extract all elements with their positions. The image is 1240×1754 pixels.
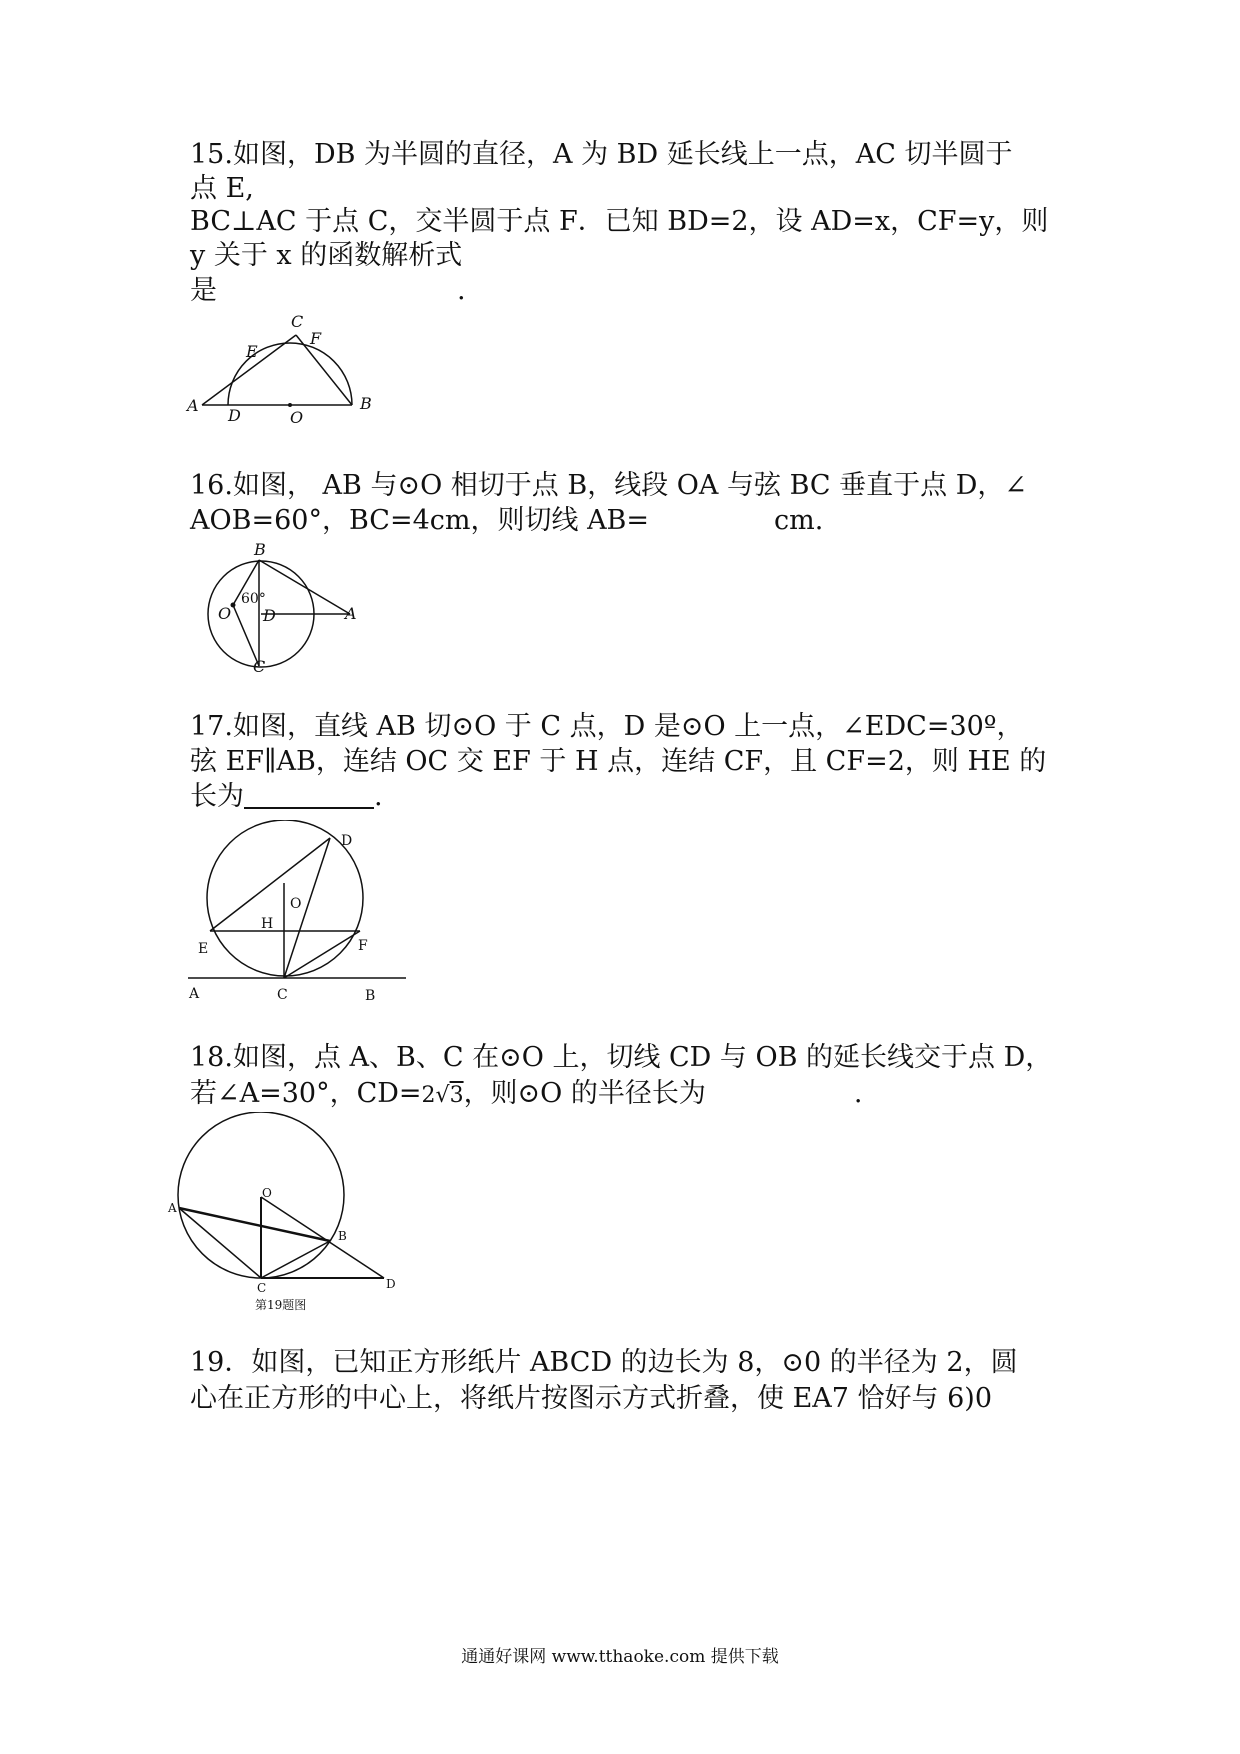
q18-line1: 18.如图，点 A、B、C 在⊙O 上，切线 CD 与 OB 的延长线交于点 D， xyxy=(190,1042,1053,1073)
q15-label-b: B xyxy=(360,394,372,413)
q17-label-h: H xyxy=(261,916,274,932)
q17-figure xyxy=(180,820,420,1020)
q18-label-c: C xyxy=(257,1281,267,1295)
q17-label-o: O xyxy=(290,896,302,912)
q17-label-a: A xyxy=(189,986,200,1002)
q16-label-d: D xyxy=(263,606,276,625)
page-footer: 通通好课网 www.tthaoke.com 提供下载 xyxy=(461,1647,779,1667)
q15-label-d: D xyxy=(228,406,241,425)
q18-label-a: A xyxy=(168,1201,177,1215)
q15-figure xyxy=(180,305,390,430)
q16-label-a: A xyxy=(345,604,357,623)
q18-label-d: D xyxy=(386,1277,396,1291)
q18-caption: 第19题图 xyxy=(255,1298,307,1312)
q18-figure xyxy=(165,1112,410,1317)
q17-line3-start: 长为 xyxy=(190,781,244,812)
q15-line1: 15.如图，DB 为半圆的直径，A 为 BD 延长线上一点，AC 切半圆于 xyxy=(190,139,1013,170)
q19-line2: 心在正方形的中心上，将纸片按图示方式折叠，使 EA7 恰好与 6)0 xyxy=(190,1383,993,1414)
q18-label-b: B xyxy=(338,1229,347,1243)
q17-label-b: B xyxy=(365,988,376,1004)
q18-sqrt-radicand: 3 xyxy=(449,1083,464,1108)
q15-line5-start: 是 xyxy=(190,275,217,306)
q15-line3: BC⊥AC 于点 C，交半圆于点 F．已知 BD=2，设 AD=x，CF=y，则 xyxy=(190,206,1049,237)
q17-line2: 弦 EF∥AB，连结 OC 交 EF 于 H 点，连结 CF，且 CF=2，则 HE 的 xyxy=(190,746,1047,777)
q15-label-e: E xyxy=(246,342,258,361)
q15-label-o: O xyxy=(290,408,304,427)
q17-label-e: E xyxy=(198,941,209,957)
q16-label-o: O xyxy=(218,604,232,623)
q17-label-f: F xyxy=(358,938,368,954)
q16-line2-end: cm. xyxy=(774,505,824,536)
q16-line1: 16.如图， AB 与⊙O 相切于点 B，线段 OA 与弦 BC 垂直于点 D，∠ xyxy=(190,470,1028,501)
q17-line1: 17.如图，直线 AB 切⊙O 于 C 点，D 是⊙O 上一点，∠EDC=30º， xyxy=(190,711,1024,742)
q15-label-f: F xyxy=(310,329,322,348)
q18-line2-end: ，则⊙O 的半径长为 xyxy=(463,1078,706,1109)
q16-line2-start: AOB=60°，BC=4cm，则切线 AB= xyxy=(190,505,650,536)
q17-line3-end: . xyxy=(374,781,383,812)
q18-label-o: O xyxy=(262,1186,272,1200)
q17-label-d: D xyxy=(341,833,353,849)
q18-sqrt-expr: 2√3 xyxy=(421,1083,464,1108)
q15-label-a: A xyxy=(187,396,199,415)
q17-label-c: C xyxy=(277,987,288,1003)
q15-label-c: C xyxy=(291,312,304,331)
q15-line2: 点 E, xyxy=(190,173,254,204)
q16-label-angle: 60° xyxy=(241,591,266,607)
q17-answer-blank xyxy=(244,781,374,809)
q19-line1: 19．如图，已知正方形纸片 ABCD 的边长为 8，⊙0 的半径为 2，圆 xyxy=(190,1347,1018,1378)
q18-line2-start: 若∠A=30°，CD= xyxy=(190,1078,422,1109)
q15-line4: y 关于 x 的函数解析式 xyxy=(190,240,463,271)
q15-line5-end: . xyxy=(457,275,466,306)
q18-line2-dot: . xyxy=(853,1078,863,1109)
q16-label-b: B xyxy=(254,540,266,559)
q16-label-c: C xyxy=(253,657,266,676)
q17-line3 xyxy=(190,778,1070,816)
q18-line2 xyxy=(190,1075,1070,1115)
q18-sqrt-coef: 2 xyxy=(421,1083,436,1108)
